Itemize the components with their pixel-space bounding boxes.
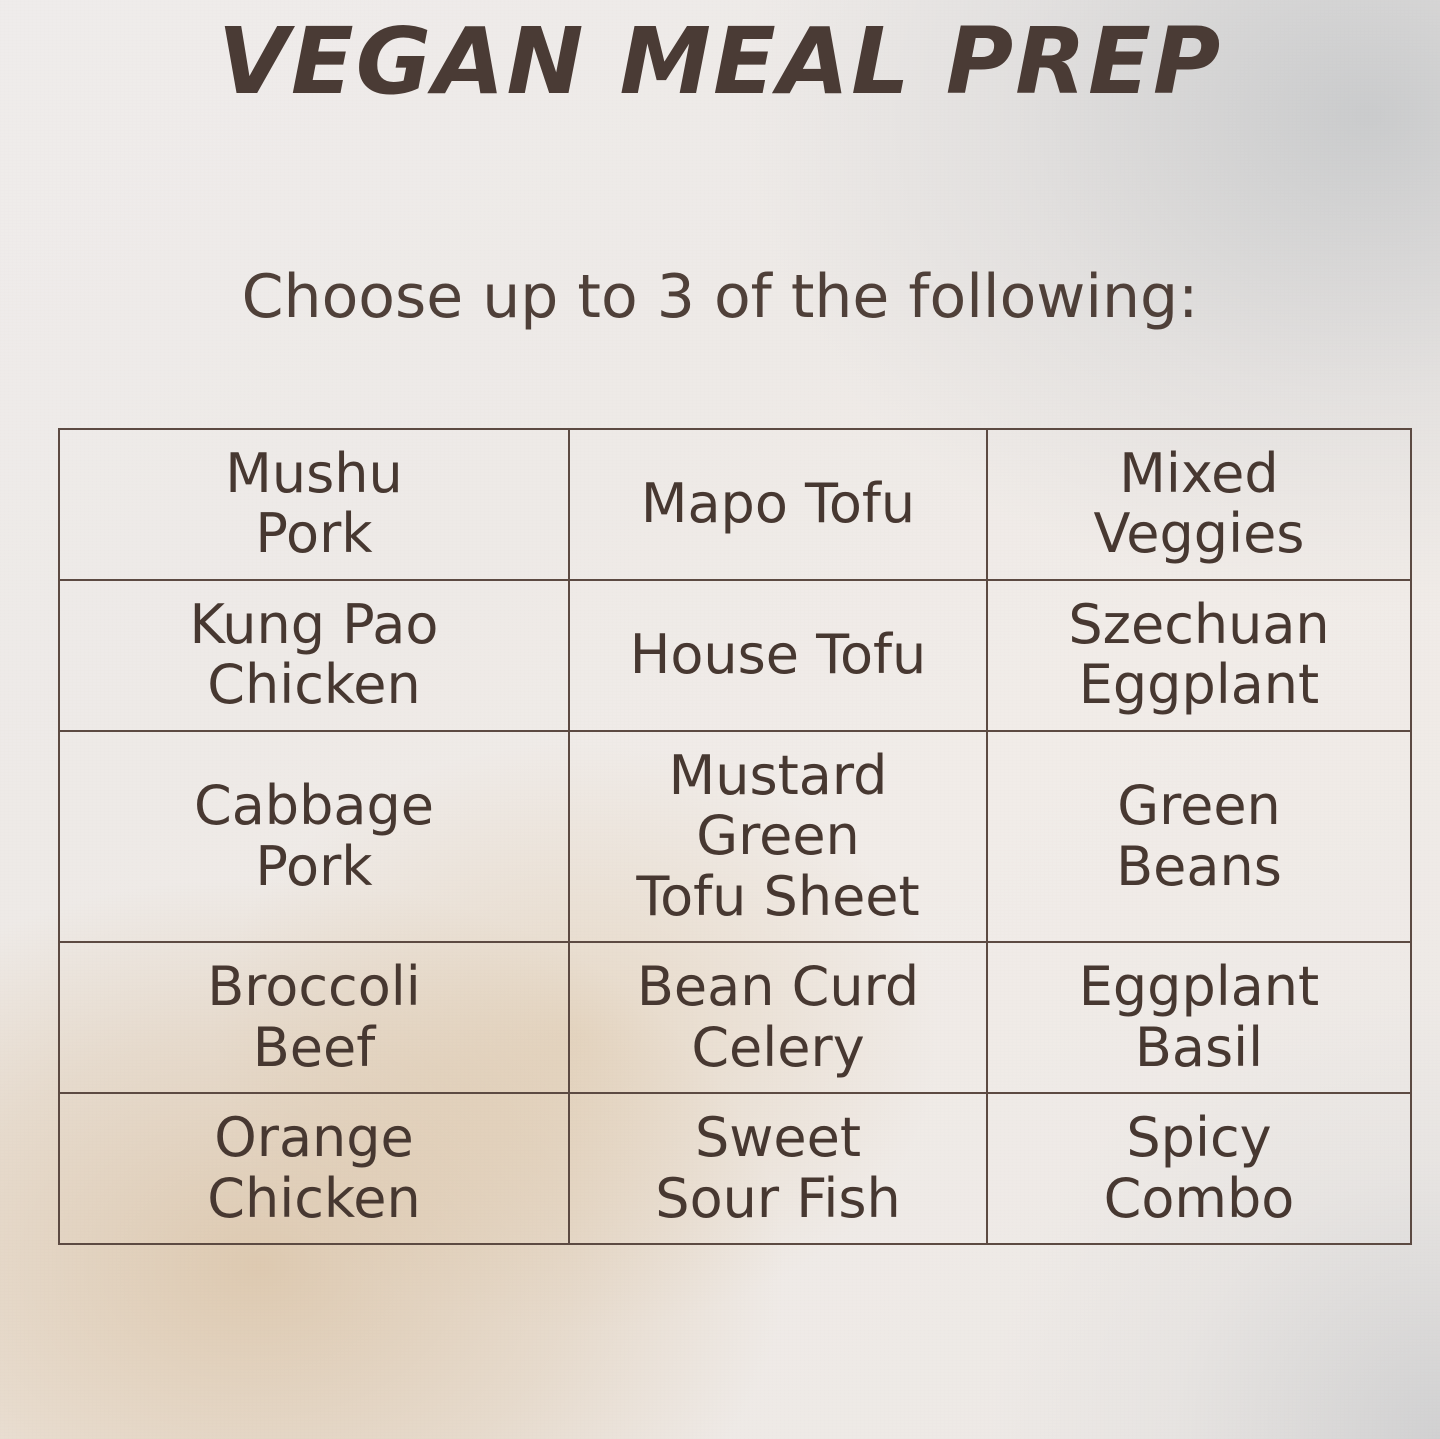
table-row	[59, 580, 1411, 731]
menu-option-line: Broccoli	[207, 955, 421, 1019]
menu-option-line: Beef	[252, 1015, 376, 1079]
table-row	[59, 1093, 1411, 1244]
table-row	[59, 731, 1411, 942]
menu-option-cell[interactable]	[987, 580, 1411, 731]
menu-option-line: Pork	[255, 502, 373, 566]
menu-options-table	[58, 428, 1412, 1245]
menu-option-line: Green	[696, 804, 860, 868]
menu-option-line: Bean Curd	[636, 955, 920, 1019]
menu-option-line: Eggplant	[1078, 955, 1320, 1019]
menu-option-cell[interactable]	[987, 731, 1411, 942]
menu-option-cell[interactable]	[59, 580, 569, 731]
menu-option-line: Mixed	[1119, 442, 1279, 505]
table-row	[59, 942, 1411, 1093]
menu-option-line: Orange	[214, 1106, 414, 1170]
menu-option-cell[interactable]	[59, 731, 569, 942]
menu-option-line: Mustard	[668, 743, 888, 807]
page-title: VEGAN MEAL PREP	[217, 8, 1223, 115]
menu-option-line: Cabbage	[194, 774, 434, 838]
menu-table-body	[59, 429, 1411, 1244]
menu-option-line: Combo	[1103, 1166, 1295, 1230]
menu-option-cell[interactable]	[987, 1093, 1411, 1244]
menu-option-cell[interactable]	[59, 942, 569, 1093]
menu-option-cell[interactable]	[569, 580, 987, 731]
menu-option-line: House Tofu	[629, 623, 927, 687]
menu-option-line: Kung Pao	[189, 592, 439, 656]
menu-option-line: Beans	[1116, 834, 1282, 898]
menu-option-line: Eggplant	[1078, 653, 1320, 717]
menu-option-cell[interactable]	[59, 429, 569, 580]
table-row	[59, 429, 1411, 580]
menu-option-cell[interactable]	[569, 1093, 987, 1244]
menu-option-line: Chicken	[207, 1166, 421, 1230]
menu-option-cell[interactable]	[987, 942, 1411, 1093]
menu-option-cell[interactable]	[59, 1093, 569, 1244]
menu-option-line: Chicken	[207, 653, 421, 717]
menu-option-line: Pork	[255, 834, 373, 898]
menu-option-line: Sweet	[694, 1106, 862, 1170]
menu-option-line: Sour Fish	[655, 1166, 901, 1230]
menu-option-line: Green	[1117, 774, 1281, 838]
menu-option-line: Celery	[691, 1015, 865, 1079]
menu-option-line: Tofu Sheet	[636, 864, 920, 928]
instruction-text: Choose up to 3 of the following:	[241, 262, 1199, 332]
menu-option-line: Basil	[1134, 1015, 1264, 1079]
menu-option-cell[interactable]	[987, 429, 1411, 580]
menu-option-cell[interactable]	[569, 429, 987, 580]
menu-option-line: Mushu	[225, 442, 403, 505]
menu-option-cell[interactable]	[569, 942, 987, 1093]
menu-option-line: Szechuan	[1068, 592, 1330, 656]
menu-option-line: Spicy	[1126, 1106, 1272, 1170]
menu-option-line: Veggies	[1093, 502, 1305, 566]
menu-option-cell[interactable]	[569, 731, 987, 942]
menu-option-line: Mapo Tofu	[640, 472, 916, 536]
